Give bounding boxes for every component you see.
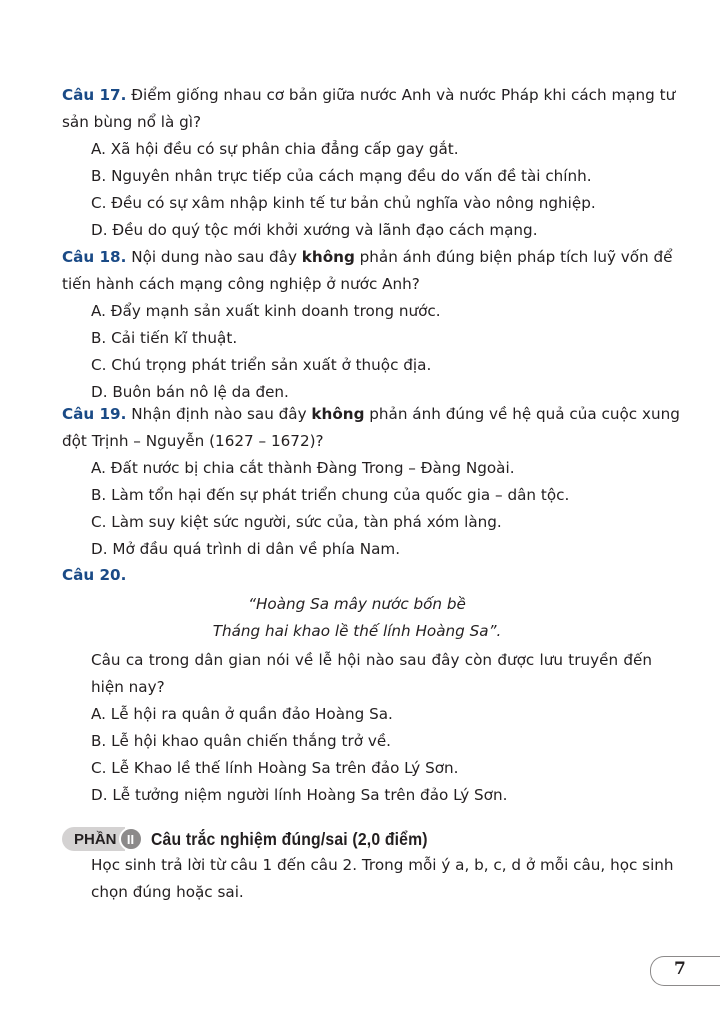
option-a: A. Đẩy mạnh sản xuất kinh doanh trong nước. [91,302,441,320]
option-a: A. Lễ hội ra quân ở quần đảo Hoàng Sa. [91,705,393,723]
option-c: C. Lễ Khao lề thế lính Hoàng Sa trên đảo Lý Sơn. [91,759,459,777]
stem-text: phản ánh đúng về hệ quả của cuộc xung [369,405,680,423]
page-number: 7 [674,959,686,979]
emphasis-keyword: không [301,248,355,266]
option-d: D. Buôn bán nô lệ da đen. [91,383,289,401]
instruction-text: Học sinh trả lời từ câu 1 đến câu 2. Trong mỗi ý a, b, c, d ở mỗi câu, học sinh [91,856,674,874]
question-label-text: Câu 20. [62,566,127,584]
stem-text: đột Trịnh – Nguyễn (1627 – 1672)? [62,432,324,450]
option-d: D. Lễ tưởng niệm người lính Hoàng Sa trên đảo Lý Sơn. [91,786,508,804]
part-title: Câu trắc nghiệm đúng/sai (2,0 điểm) [150,828,428,849]
option-d: D. Đều do quý tộc mới khởi xướng và lãnh đạo cách mạng. [91,221,538,239]
emphasis-keyword: không [311,405,365,423]
part-tag: PHẦN [62,827,125,851]
option-b: B. Lễ hội khao quân chiến thắng trở về. [91,732,391,750]
part-2-instructions [62,852,674,906]
part-number-badge: II [119,827,143,851]
stem-text: Điểm giống nhau cơ bản giữa nước Anh và nước Pháp khi cách mạng tư [131,86,676,104]
question-stem [62,244,673,271]
option-c: C. Chú trọng phát triển sản xuất ở thuộc địa. [91,356,432,374]
question-label: Câu 19. [62,405,127,423]
option-d: D. Mở đầu quá trình di dân về phía Nam. [91,540,401,558]
question-stem [62,401,680,428]
question-17 [62,82,676,244]
option-b: B. Cải tiến kĩ thuật. [91,329,238,347]
option-c: C. Đều có sự xâm nhập kinh tế tư bản chủ nghĩa vào nông nghiệp. [91,194,596,212]
stem-text: Câu ca trong dân gian nói về lễ hội nào sau đây còn được lưu truyền đến [91,651,652,669]
option-c: C. Làm suy kiệt sức người, sức của, tàn phá xóm làng. [91,513,502,531]
question-18 [62,244,673,406]
page-number-tab [650,956,720,986]
stem-text: Nội dung nào sau đây [131,248,297,266]
question-label: Câu 17. [62,86,127,104]
question-20 [62,562,652,809]
poem-line-1: “Hoàng Sa mây nước bốn bề [248,595,466,613]
part-2-header [62,826,458,852]
stem-text: Nhận định nào sau đây [131,405,307,423]
poem-line-2: Tháng hai khao lề thế lính Hoàng Sa”. [212,622,502,640]
question-label [62,562,652,589]
stem-text: hiện nay? [91,678,165,696]
question-19 [62,401,680,563]
stem-text: tiến hành cách mạng công nghiệp ở nước Anh? [62,275,420,293]
option-b: B. Nguyên nhân trực tiếp của cách mạng đều do vấn đề tài chính. [91,167,592,185]
option-b: B. Làm tổn hại đến sự phát triển chung của quốc gia – dân tộc. [91,486,570,504]
option-a: A. Đất nước bị chia cắt thành Đàng Trong – Đàng Ngoài. [91,459,515,477]
instruction-text: chọn đúng hoặc sai. [91,883,244,901]
stem-text: sản bùng nổ là gì? [62,113,202,131]
question-label: Câu 18. [62,248,127,266]
question-stem [62,82,676,109]
stem-text: phản ánh đúng biện pháp tích luỹ vốn để [359,248,673,266]
option-a: A. Xã hội đều có sự phân chia đẳng cấp gay gắt. [91,140,459,158]
